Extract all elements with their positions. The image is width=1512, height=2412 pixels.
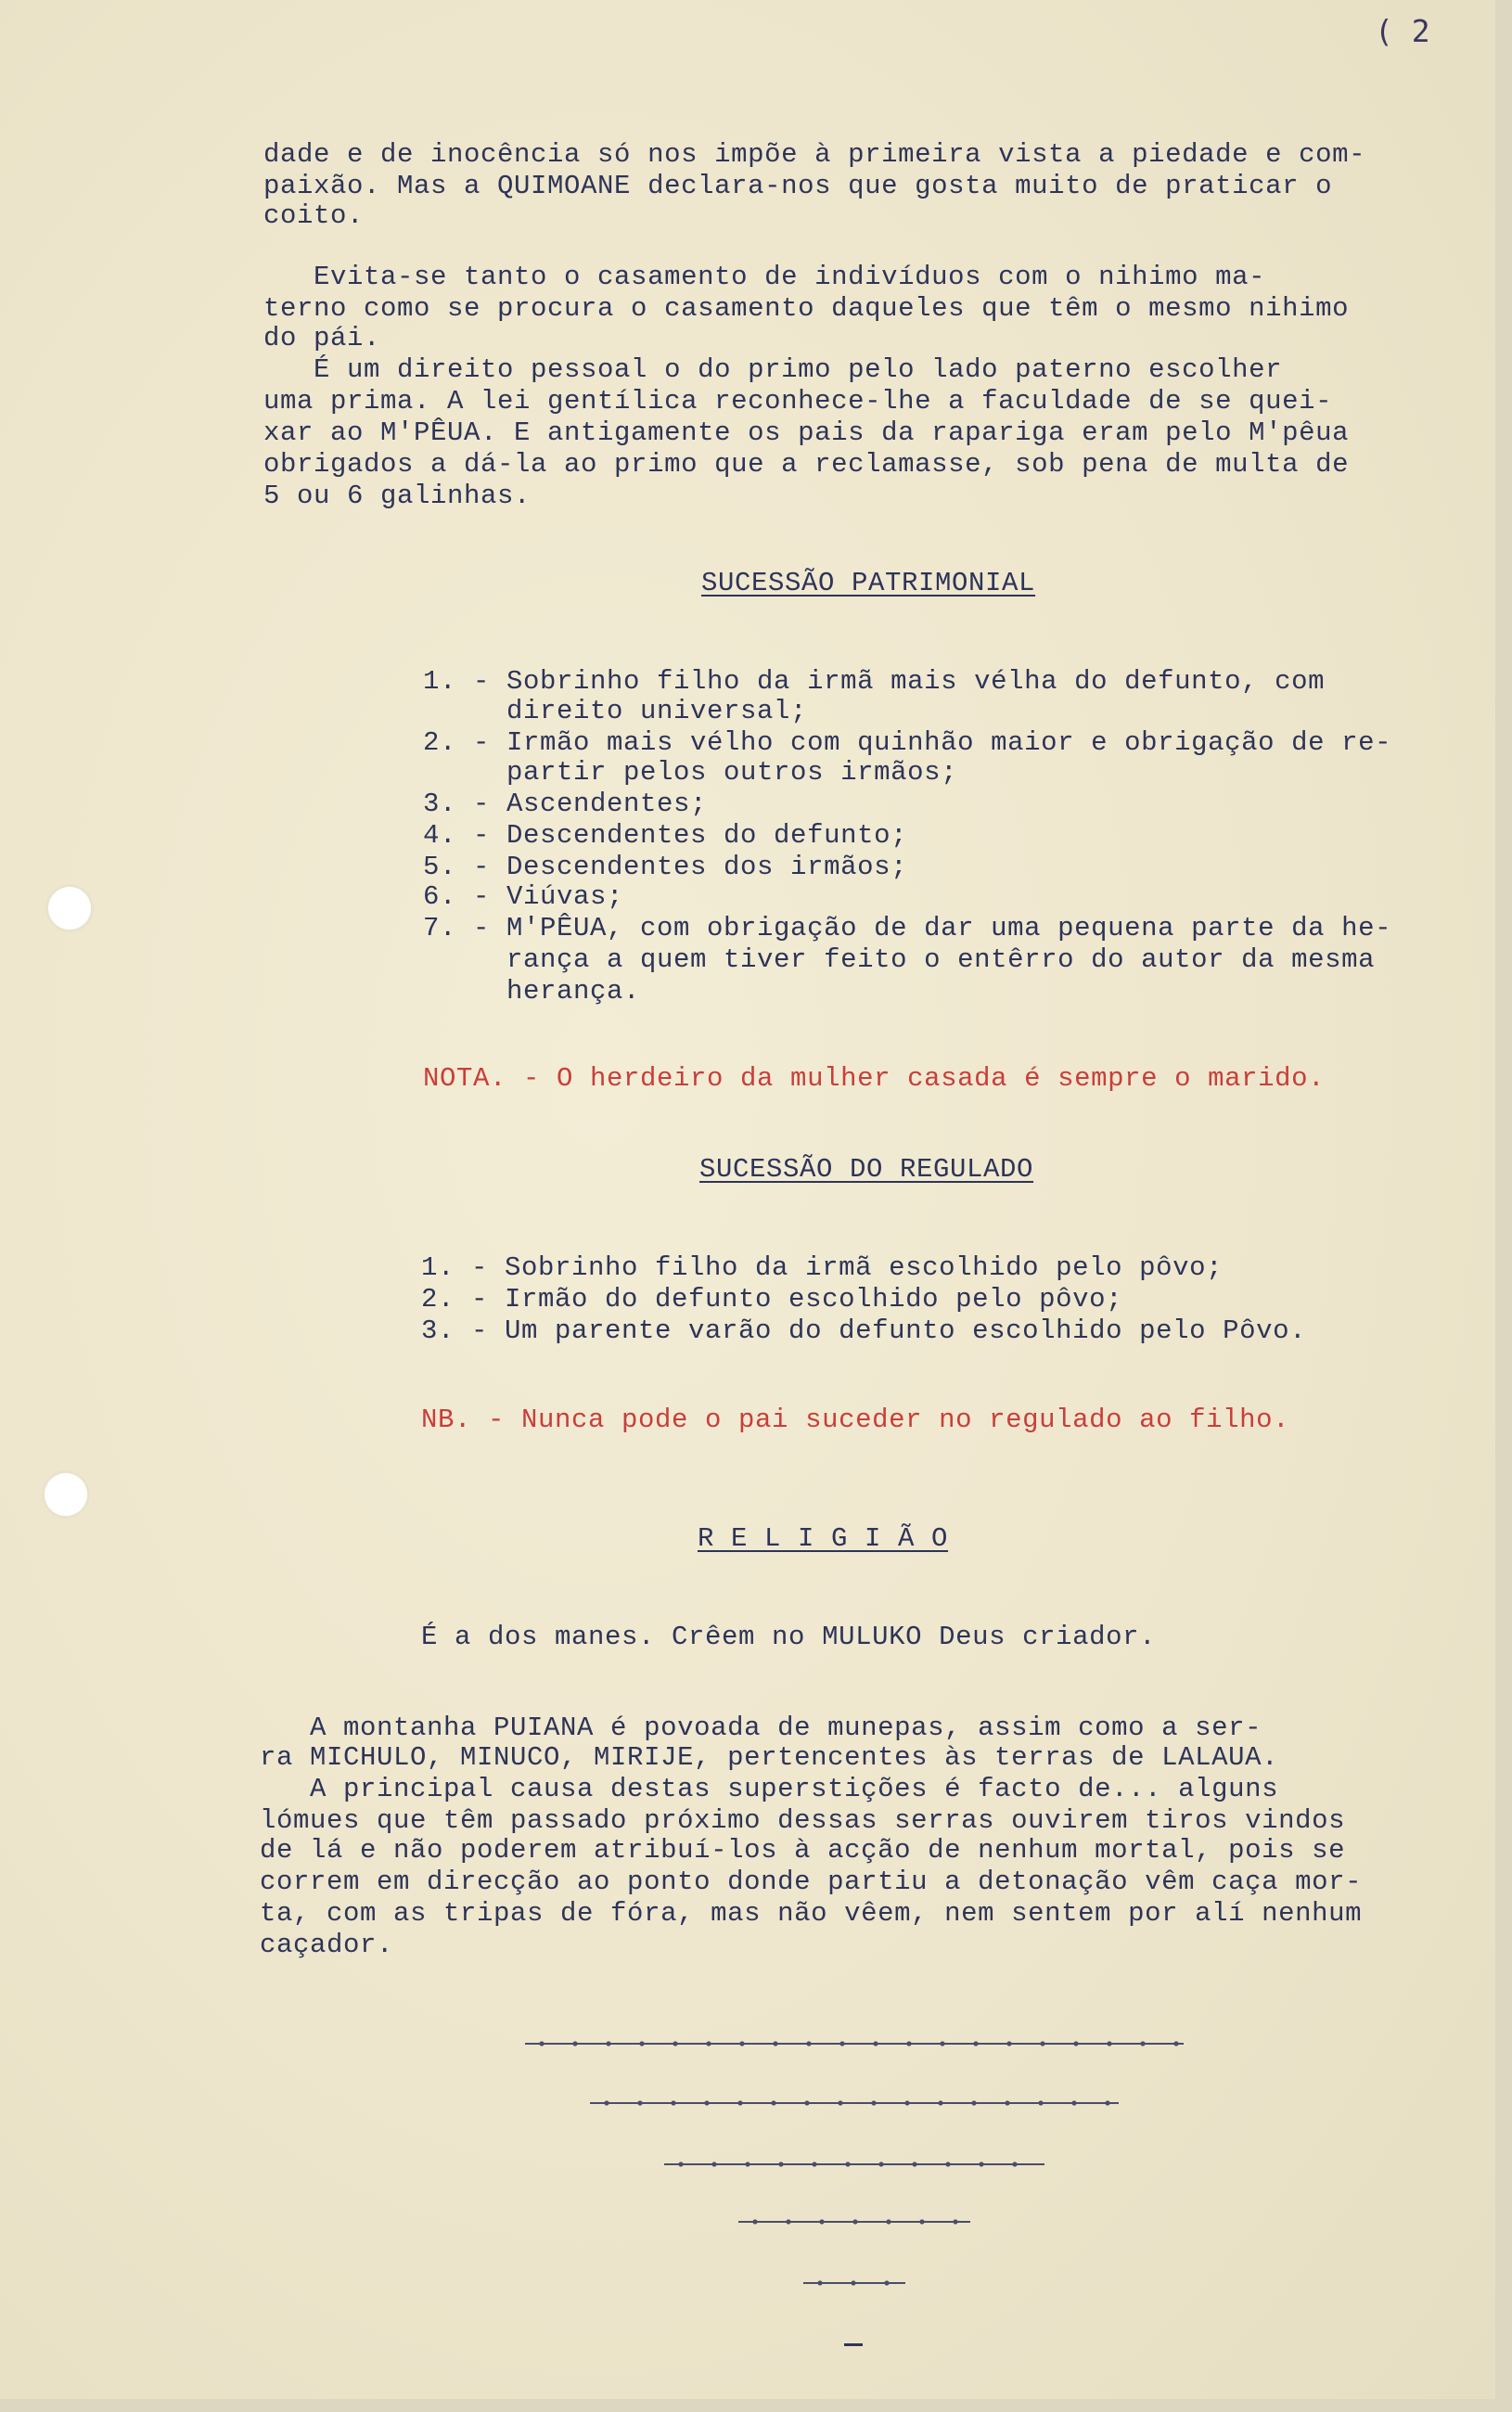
- ornament-line: [803, 2280, 905, 2286]
- list-item: 1. - Sobrinho filho da irmã mais vélha do defunto, com: [423, 666, 1326, 697]
- paragraph-line: paixão. Mas a QUIMOANE declara-nos que gosta muito de praticar o: [263, 171, 1333, 201]
- ornament-dash: [844, 2343, 863, 2346]
- list-item: 2. - Irmão mais vélho com quinhão maior e obrigação de re-: [423, 727, 1392, 758]
- paragraph-line: coito.: [263, 200, 365, 231]
- paragraph-line: dade e de inocência só nos impõe à primeira vista a piedade e com-: [263, 139, 1366, 170]
- list-item: rança a quem tiver feito o entêrro do autor da mesma: [423, 944, 1376, 975]
- heading-sucessao-regulado: SUCESSÃO DO REGULADO: [699, 1154, 1034, 1185]
- paragraph-line: correm em direcção ao ponto donde partiu a detonação vêm caça mor-: [260, 1867, 1363, 1897]
- list-item: 4. - Descendentes do defunto;: [423, 820, 908, 851]
- heading-religiao: R E L I G I Ã O: [698, 1523, 949, 1554]
- list-item: 5. - Descendentes dos irmãos;: [423, 852, 908, 882]
- ornament-line: [525, 2041, 1184, 2046]
- paragraph-line: É a dos manes. Crêem no MULUKO Deus criador.: [421, 1622, 1157, 1652]
- paragraph-line: Evita-se tanto o casamento de indivíduos com o nihimo ma-: [263, 262, 1266, 292]
- paragraph-line: ta, com as tripas de fóra, mas não vêem, nem sentem por alí nenhum: [260, 1898, 1363, 1929]
- paragraph-line: obrigados a dá-la ao primo que a reclamasse, sob pena de multa de: [263, 449, 1350, 480]
- list-item: 1. - Sobrinho filho da irmã escolhido pelo pôvo;: [421, 1252, 1224, 1283]
- list-item: 2. - Irmão do defunto escolhido pelo pôvo;: [421, 1284, 1123, 1315]
- list-item: 3. - Um parente varão do defunto escolhido pelo Pôvo.: [421, 1315, 1307, 1346]
- paragraph-line: A montanha PUIANA é povoada de munepas, assim como a ser-: [260, 1713, 1262, 1743]
- paragraph-line: A principal causa destas superstições é facto de... alguns: [260, 1774, 1279, 1804]
- list-item: 7. - M'PÊUA, com obrigação de dar uma pequena parte da he-: [423, 913, 1392, 943]
- ornament-line: [590, 2100, 1119, 2106]
- heading-sucessao-patrimonial: SUCESSÃO PATRIMONIAL: [701, 568, 1036, 598]
- page-number: ( 2: [1375, 13, 1430, 49]
- list-item: herança.: [423, 976, 641, 1007]
- paragraph-line: uma prima. A lei gentílica reconhece-lhe a faculdade de se quei-: [263, 386, 1333, 417]
- list-item: 6. - Viúvas;: [423, 881, 624, 912]
- list-item: direito universal;: [423, 696, 808, 726]
- list-item: 3. - Ascendentes;: [423, 789, 708, 819]
- paragraph-line: lómues que têm passado próximo dessas serras ouvirem tiros vindos: [260, 1805, 1346, 1836]
- paragraph-line: caçador.: [260, 1930, 394, 1960]
- paragraph-line: É um direito pessoal o do primo pelo lado paterno escolher: [263, 354, 1283, 385]
- ornament-line: [738, 2219, 970, 2225]
- punch-hole-top: [48, 887, 91, 930]
- list-item: partir pelos outros irmãos;: [423, 757, 958, 788]
- paragraph-line: 5 ou 6 galinhas.: [263, 481, 532, 511]
- paragraph-line: terno como se procura o casamento daqueles que têm o mesmo nihimo: [263, 293, 1350, 324]
- nota-note: NOTA. - O herdeiro da mulher casada é sempre o marido.: [423, 1063, 1326, 1094]
- nb-note: NB. - Nunca pode o pai suceder no regulado ao filho.: [421, 1405, 1290, 1435]
- paragraph-line: de lá e não poderem atribuí-los à acção de nenhum mortal, pois se: [260, 1835, 1346, 1866]
- paragraph-line: xar ao M'PÊUA. E antigamente os pais da rapariga eram pelo M'pêua: [263, 417, 1350, 448]
- ornament-line: [664, 2162, 1044, 2167]
- paragraph-line: do pái.: [263, 323, 381, 353]
- paragraph-line: ra MICHULO, MINUCO, MIRIJE, pertencentes às terras de LALAUA.: [260, 1742, 1279, 1773]
- punch-hole-bottom: [45, 1473, 87, 1516]
